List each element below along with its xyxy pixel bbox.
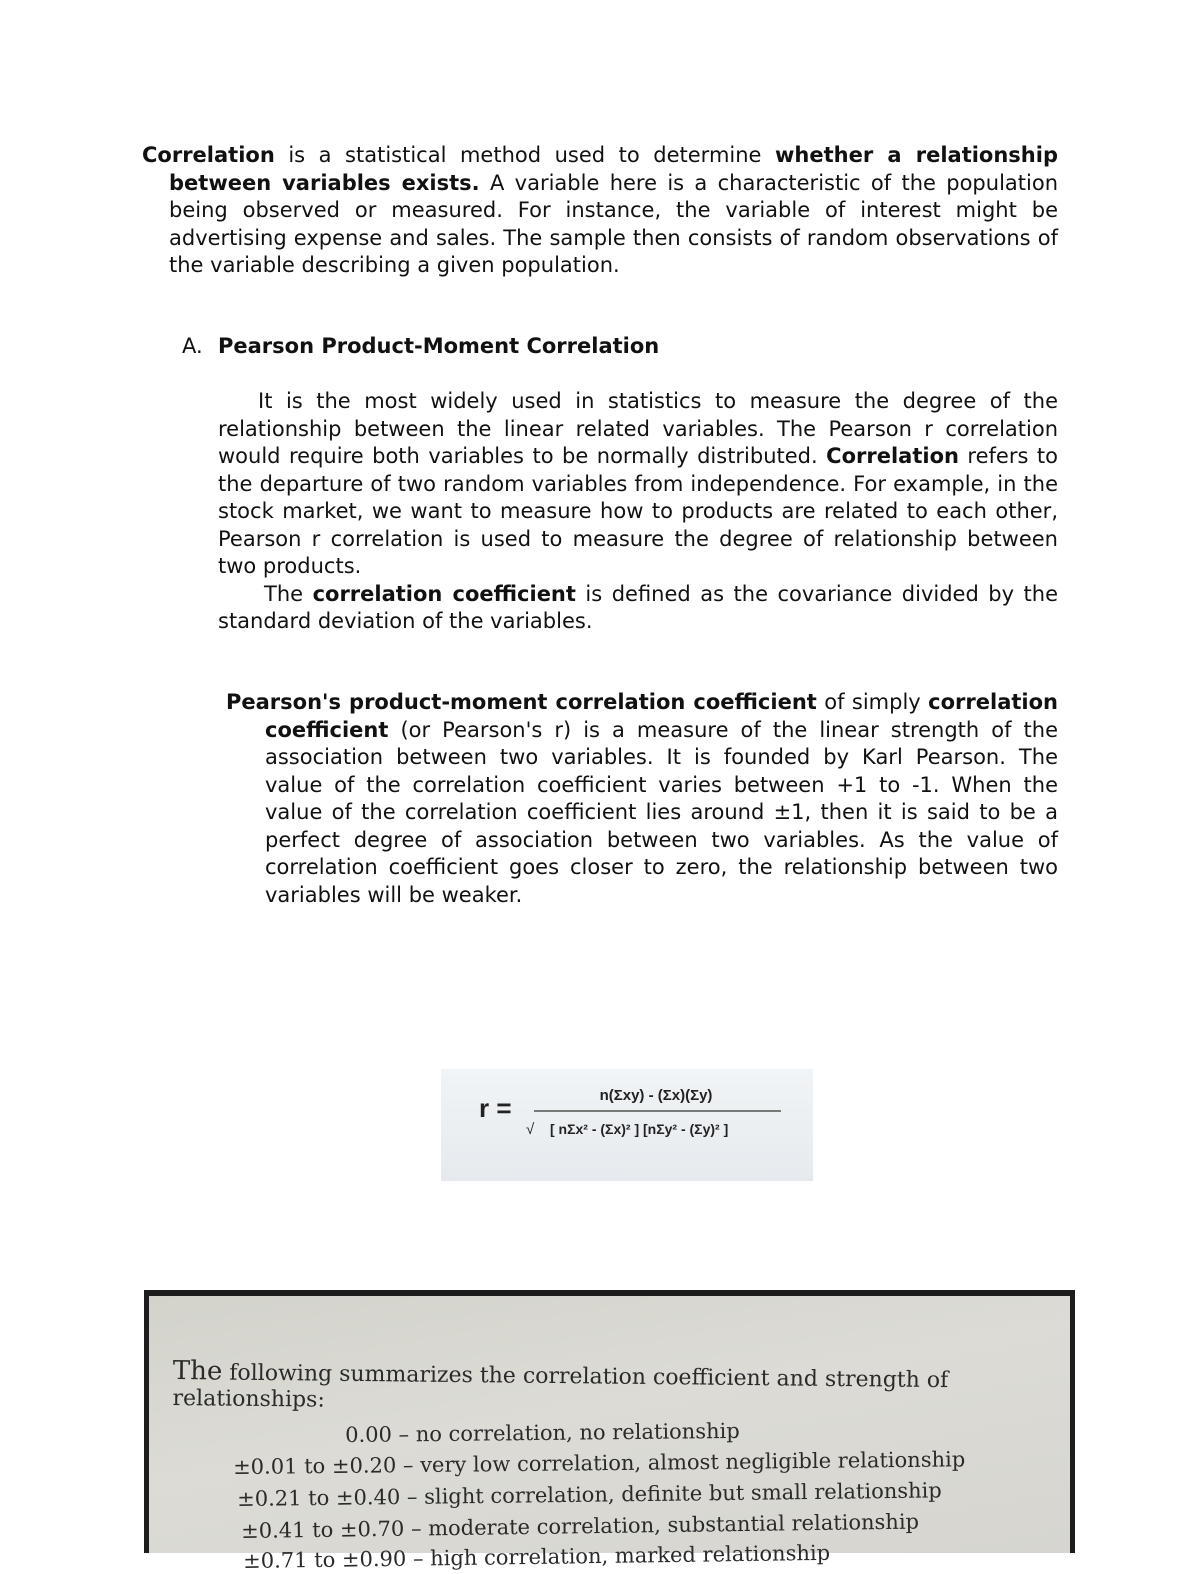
section-a-body [218,388,1058,636]
formula-svg [441,1069,813,1181]
pearson-definition [226,689,1058,909]
pearson-def-bold-1: Pearson's product-moment correlation coefficient [226,690,817,714]
formula-radical: √ [526,1121,535,1138]
formula-denominator: [ nΣx² - (Σx)² ] [nΣy² - (Σy)² ] [550,1121,729,1137]
intro-text-2: A variable here is a characteristic of the population being observed or measured. For instance, the variable of interest might be advertising expense and sales. The sample then consists of random observations of the variable describing a given population. [169,170,1058,277]
pearson-formula-image [441,1069,813,1181]
section-a-p2-bold: correlation coefficient [312,581,576,606]
intro-text-1: is a statistical method used to determine [274,143,776,167]
scale-line: 0.00 – no correlation, no relationship [345,1418,740,1447]
photo-title-rest: following summarizes the correlation coefficient and strength of relationships: [172,1360,949,1413]
correlation-scale-photo [144,1290,1075,1573]
formula-numerator: n(Σxy) - (Σx)(Σy) [599,1087,713,1104]
scale-line: ±0.41 to ±0.70 – moderate correlation, substantial relationship [241,1509,920,1543]
section-a-heading [182,333,659,361]
photo-page [149,1296,1070,1573]
section-a-p1-text-1: It is the most widely used in statistics to measure the degree of the relationship between the linear related variables. The Pearson r correlation would require both variables to be normally distributed. [218,389,1058,468]
intro-bold: whether a relationship between variables exists. [169,143,1058,195]
pearson-def-text-1: of simply [816,690,929,714]
section-a-paragraph-2 [218,581,1058,636]
section-a-p1-bold: Correlation [826,444,959,468]
section-a-marker: A. [182,334,203,358]
section-a-paragraph-1 [218,388,1058,581]
scale-line: ±0.21 to ±0.40 – slight correlation, definite but small relationship [237,1478,942,1511]
photo-title-lead: The [172,1356,223,1387]
formula-lhs: r = [479,1093,512,1123]
intro-term: Correlation [142,143,275,167]
pearson-def-text-2: (or Pearson's r) is a measure of the linear strength of the association between two variables. It is founded by Karl Pearson. The value of the correlation coefficient varies between +1 to -1. When the value of the correlation coefficient lies around ±1, then it is said to be a perfect degree of association between two variables. As the value of correlation coefficient goes closer to zero, the relationship between two variables will be weaker. [265,717,1058,907]
section-a-p2-text-2: is defined as the covariance divided by the standard deviation of the variables. [218,581,1059,633]
section-a-title: Pearson Product-Moment Correlation [218,334,660,358]
pearson-def-bold-2: correlation coefficient [265,690,1058,742]
section-a-p2-text-1: The [264,581,313,606]
scale-line: ±0.71 to ±0.90 – high correlation, marked relationship [243,1540,831,1573]
section-a-p1-text-2: refers to the departure of two random variables from independence. For example, in the stock market, we want to measure how to products are related to each other, Pearson r correlation is used to measure the degree of relationship between two products. [218,444,1058,578]
scale-line: ±0.01 to ±0.20 – very low correlation, almost negligible relationship [233,1447,966,1479]
intro-paragraph [142,142,1058,280]
photo-title [172,1358,1070,1421]
